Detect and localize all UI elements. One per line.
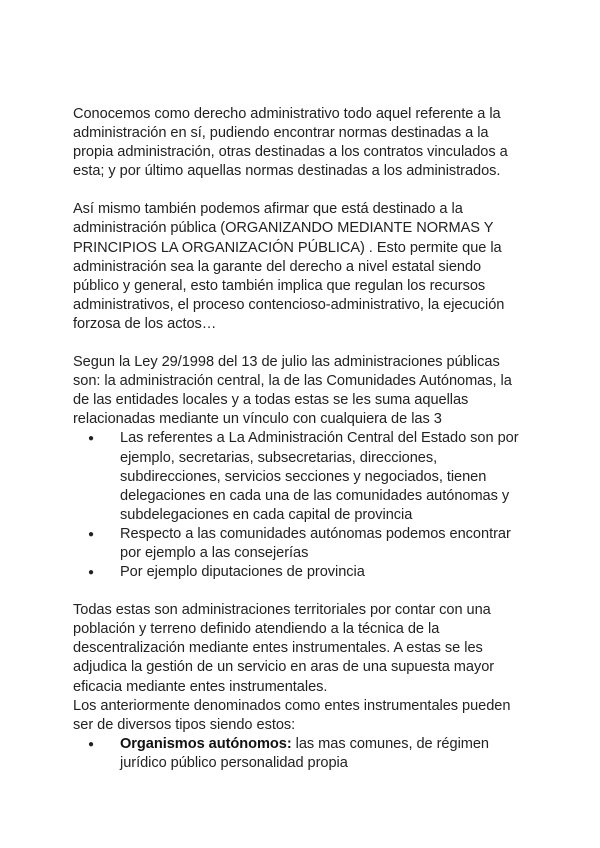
paragraph-entes-instrumentales: Los anteriormente denominados como entes instrumentales pueden ser de diversos tipos siendo estos: xyxy=(73,697,511,733)
entes-instrumentales-list xyxy=(83,735,530,773)
list-item-term: Organismos autónomos: xyxy=(120,735,292,752)
list-item-text: las mas comunes, de régimen jurídico público personalidad propia xyxy=(120,735,489,771)
paragraph-ley-29-1998: Segun la Ley 29/1998 del 13 de julio las administraciones públicas son: la administración central, la de las Comunidades Autónomas, la de las entidades locales y a todas estas se les suma aquellas relacionadas mediante un vínculo con cualquiera de las 3 xyxy=(73,354,512,428)
list-item: ● Por ejemplo diputaciones de provincia xyxy=(83,563,530,582)
list-item: ● Respecto a las comunidades autónomas podemos encontrar por ejemplo a las consejerías xyxy=(83,525,530,563)
paragraph-derecho-administrativo: Conocemos como derecho administrativo todo aquel referente a la administración en sí, pudiendo encontrar normas destinadas a la propia administración, otras destinadas a los contratos vinculados a esta; y por último aquellas normas destinadas a los administrados. xyxy=(73,106,508,180)
list-item xyxy=(83,735,530,773)
paragraph-administracion-publica: Así mismo también podemos afirmar que está destinado a la administración pública (ORGANIZANDO MEDIANTE NORMAS Y PRINCIPIOS LA ORGANIZACIÓN PÚBLICA) . Esto permite que la administración sea la garante del derecho a nivel estatal siendo público y general, esto también implica que regulan los recursos administrativos, el proceso contencioso-administrativo, la ejecución forzosa de los actos… xyxy=(73,201,505,332)
list-item: ● Las referentes a La Administración Central del Estado son por ejemplo, secretarias, subsecretarias, direcciones, subdirecciones, servicios secciones y negociados, tienen delegaciones en cada una de las comunidades autónomas y subdelegaciones en cada capital de provincia xyxy=(83,429,530,524)
paragraph-administraciones-territoriales: Todas estas son administraciones territoriales por contar con una población y terreno definido atendiendo a la técnica de la descentralización mediante entes instrumentales. A estas se les adjudica la gestión de un servicio en aras de una supuesta mayor eficacia mediante entes instrumentales. xyxy=(73,602,495,695)
administraciones-list xyxy=(83,429,530,582)
